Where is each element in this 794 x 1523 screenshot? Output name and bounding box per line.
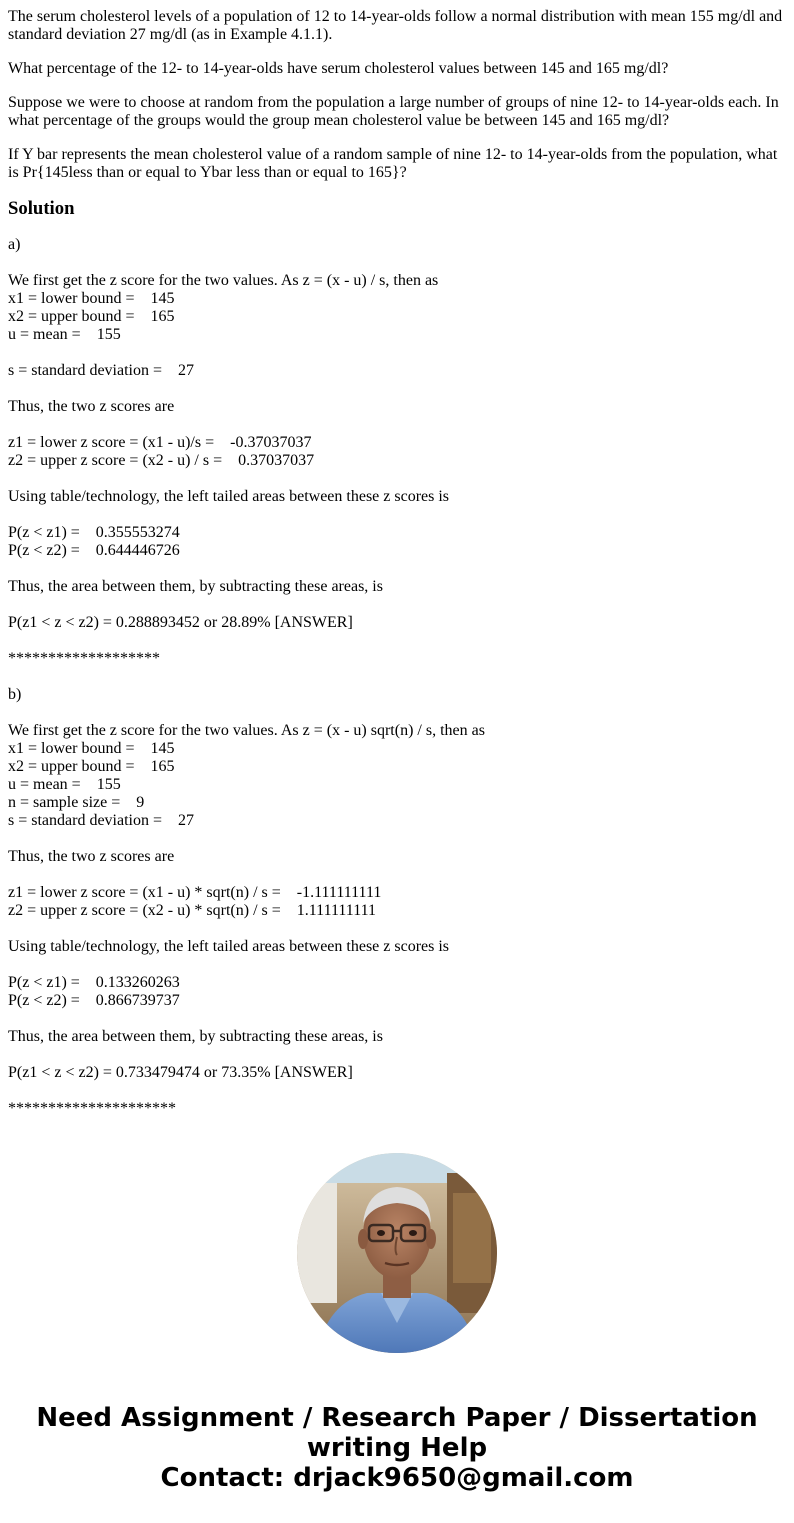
question-paragraph-4: If Y bar represents the mean cholesterol value of a random sample of nine 12- to 14-year-olds from the population, what is Pr{145less than or equal to Ybar less than or equal to 165}? bbox=[8, 146, 778, 181]
part-a-intro: We first get the z score for the two values. As z = (x - u) / s, then as bbox=[8, 272, 439, 289]
question-paragraph-2: What percentage of the 12- to 14-year-olds have serum cholesterol values between 145 and 165 mg/dl? bbox=[8, 60, 669, 77]
part-a-u: u = mean = 155 bbox=[8, 326, 121, 343]
footer-contact-line: Contact: drjack9650@gmail.com bbox=[160, 1463, 634, 1493]
part-b-using: Using table/technology, the left tailed areas between these z scores is bbox=[8, 938, 450, 955]
part-a-label: a) bbox=[8, 236, 21, 253]
part-a-using: Using table/technology, the left tailed areas between these z scores is bbox=[8, 488, 450, 505]
part-a-pz1: P(z < z1) = 0.355553274 bbox=[8, 524, 180, 541]
part-b-setup bbox=[8, 722, 786, 830]
part-b-pz2: P(z < z2) = 0.866739737 bbox=[8, 992, 180, 1009]
part-b-x2: x2 = upper bound = 165 bbox=[8, 758, 175, 775]
part-b-x1: x1 = lower bound = 145 bbox=[8, 740, 175, 757]
part-a-thus-area: Thus, the area between them, by subtracting these areas, is bbox=[8, 578, 383, 595]
question-paragraph-1: The serum cholesterol levels of a population of 12 to 14-year-olds follow a normal distribution with mean 155 mg/dl and standard deviation 27 mg/dl (as in Example 4.1.1). bbox=[8, 8, 783, 43]
footer-line-1: Need Assignment / Research Paper / Dissertation bbox=[36, 1403, 758, 1433]
part-a-z2: z2 = upper z score = (x2 - u) / s = 0.37037037 bbox=[8, 452, 315, 469]
part-a-thus-z: Thus, the two z scores are bbox=[8, 398, 175, 415]
document-content bbox=[8, 8, 786, 1136]
part-b-n: n = sample size = 9 bbox=[8, 794, 145, 811]
part-b-u: u = mean = 155 bbox=[8, 776, 121, 793]
part-a-separator: ******************* bbox=[8, 650, 160, 667]
part-b-answer: P(z1 < z < z2) = 0.733479474 or 73.35% [ANSWER] bbox=[8, 1064, 353, 1081]
part-b-separator: ********************* bbox=[8, 1100, 176, 1117]
part-a-pz2: P(z < z2) = 0.644446726 bbox=[8, 542, 180, 559]
part-b-label: b) bbox=[8, 686, 22, 703]
part-b-intro: We first get the z score for the two values. As z = (x - u) sqrt(n) / s, then as bbox=[8, 722, 485, 739]
contact-footer bbox=[0, 1403, 794, 1493]
part-a-answer: P(z1 < z < z2) = 0.288893452 or 28.89% [ANSWER] bbox=[8, 614, 353, 631]
part-a-probabilities bbox=[8, 524, 786, 560]
question-paragraph-3: Suppose we were to choose at random from the population a large number of groups of nine 12- to 14-year-olds each. In what percentage of the groups would the group mean cholesterol value be between 145 and 165 mg/dl? bbox=[8, 94, 779, 129]
part-a-x1: x1 = lower bound = 145 bbox=[8, 290, 175, 307]
part-b-s: s = standard deviation = 27 bbox=[8, 812, 195, 829]
part-b-zscores bbox=[8, 884, 786, 920]
footer-line-2: writing Help bbox=[306, 1433, 488, 1463]
part-a-s: s = standard deviation = 27 bbox=[8, 362, 195, 379]
author-avatar bbox=[297, 1153, 497, 1353]
part-a-x2: x2 = upper bound = 165 bbox=[8, 308, 175, 325]
part-b-z2: z2 = upper z score = (x2 - u) * sqrt(n) / s = 1.111111111 bbox=[8, 902, 377, 919]
part-a-z1: z1 = lower z score = (x1 - u)/s = -0.37037037 bbox=[8, 434, 312, 451]
part-b-thus-area: Thus, the area between them, by subtracting these areas, is bbox=[8, 1028, 383, 1045]
part-b-z1: z1 = lower z score = (x1 - u) * sqrt(n) / s = -1.111111111 bbox=[8, 884, 382, 901]
part-b-thus-z: Thus, the two z scores are bbox=[8, 848, 175, 865]
avatar-portrait-image bbox=[297, 1153, 497, 1353]
solution-heading: Solution bbox=[8, 198, 75, 219]
part-b-probabilities bbox=[8, 974, 786, 1010]
part-a-zscores bbox=[8, 434, 786, 470]
part-a-setup bbox=[8, 272, 786, 380]
part-b-pz1: P(z < z1) = 0.133260263 bbox=[8, 974, 180, 991]
